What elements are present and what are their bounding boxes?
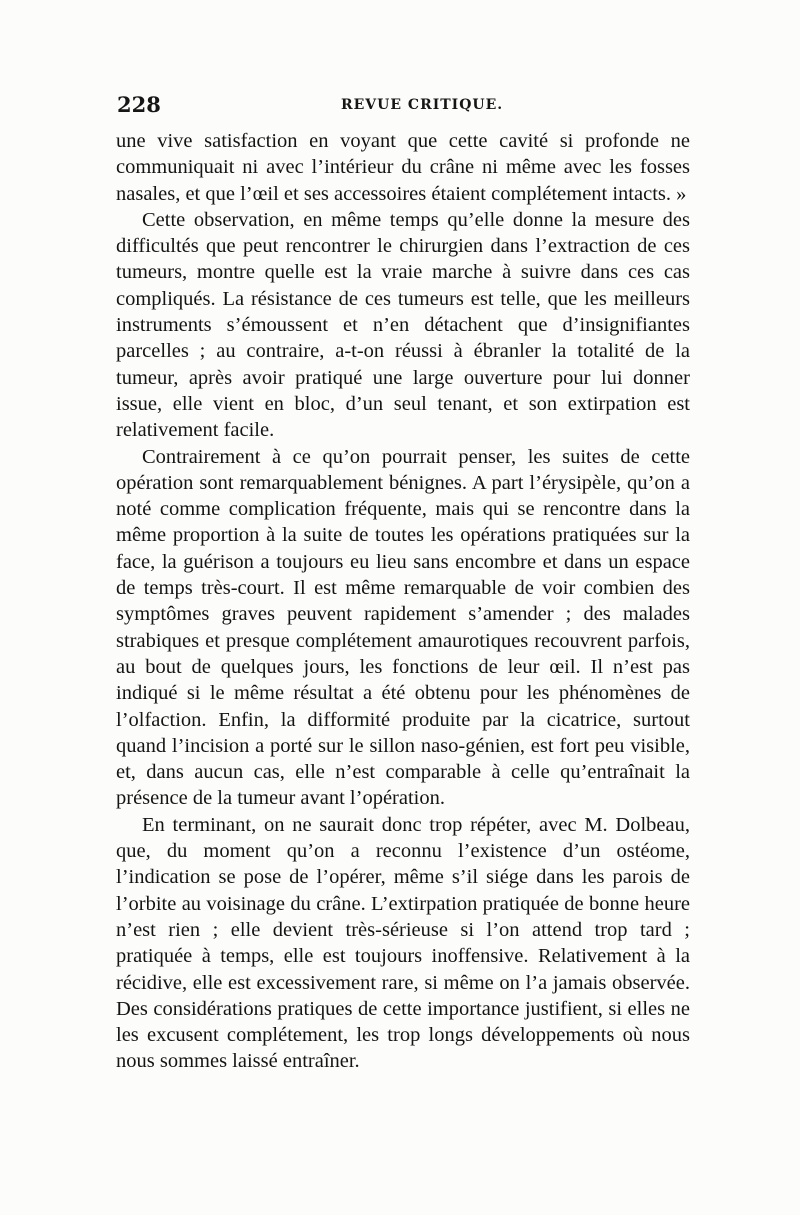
paragraph: Cette observation, en même temps qu’elle donne la mesure des difficultés que peut rencontrer le chirurgien dans l’extraction de ces tumeurs, montre quelle est la vraie marche à suivre dans ces cas compliqués. La résistance de ces tumeurs est telle, que les meilleurs instruments s’émoussent et n’en détachent que d’insignifiantes parcelles ; au contraire, a-t-on réussi à ébranler la totalité de la tumeur, après avoir pratiqué une large ouverture pour lui donner issue, elle vient en bloc, d’un seul tenant, et son extirpation est relativement facile. bbox=[116, 208, 690, 442]
paragraph: Contrairement à ce qu’on pourrait penser, les suites de cette opération sont remarquablement bénignes. A part l’érysipèle, qu’on a noté comme complication fréquente, mais qui se rencontre dans la même proportion à la suite de toutes les opérations pratiquées sur la face, la guérison a toujours eu lieu sans encombre et dans un espace de temps très-court. Il est même remarquable de voir combien des symptômes graves peuvent rapidement s’amender ; des malades strabiques et presque complétement amaurotiques recouvrent parfois, au bout de quelques jours, les fonctions de leur œil. Il n’est pas indiqué si le même résultat a été obtenu pour les phénomènes de l’olfaction. Enfin, la difformité produite par la cicatrice, surtout quand l’incision a porté sur le sillon naso-génien, est fort peu visible, et, dans aucun cas, elle n’est comparable à celle qu’entraînait la présence de la tumeur avant l’opération. bbox=[116, 445, 690, 810]
paragraph-continuation: une vive satisfaction en voyant que cette cavité si profonde ne communiquait ni avec l’intérieur du crâne ni même avec les fosses nasales, et que l’œil et ses accessoires étaient complétement intacts. » bbox=[116, 130, 690, 205]
page-number: 228 bbox=[117, 92, 161, 117]
body-text bbox=[116, 128, 690, 1075]
page-header bbox=[117, 92, 689, 122]
running-title: REVUE CRITIQUE. bbox=[341, 97, 504, 113]
paragraph: En terminant, on ne saurait donc trop répéter, avec M. Dolbeau, que, du moment qu’on a reconnu l’existence d’un ostéome, l’indication se pose de l’opérer, même s’il siége dans les parois de l’orbite au voisinage du crâne. L’extirpation pratiquée de bonne heure n’est rien ; elle devient très-sérieuse si l’on attend trop tard ; pratiquée à temps, elle est toujours inoffensive. Relativement à la récidive, elle est excessivement rare, si même on l’a jamais observée. Des considérations pratiques de cette importance justifient, si elles ne les excusent complétement, les trop longs développements où nous nous sommes laissé entraîner. bbox=[116, 813, 690, 1073]
